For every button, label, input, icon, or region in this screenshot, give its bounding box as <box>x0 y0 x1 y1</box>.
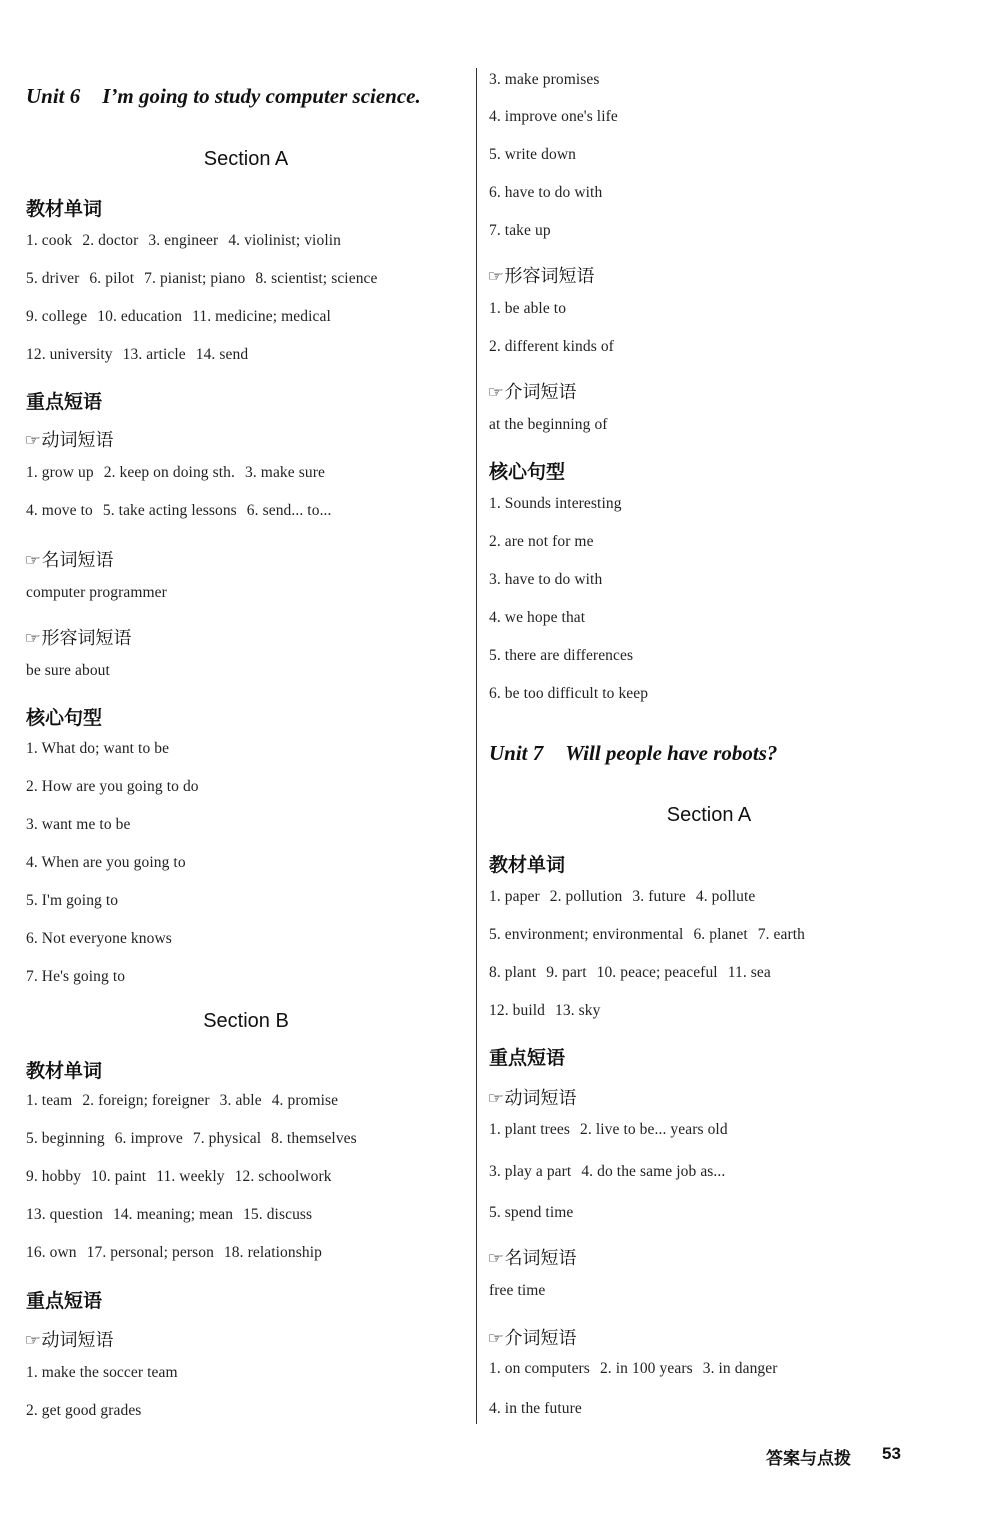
answer-item: 3. want me to be <box>26 816 131 833</box>
unit-title <box>26 84 421 109</box>
answer-item: 5. take acting lessons <box>102 502 237 519</box>
answer-item: 5. driver <box>26 270 80 287</box>
section-title: Section A <box>203 148 289 170</box>
answer-item: 2. pollution <box>549 888 623 905</box>
phrase-subheading <box>489 378 576 404</box>
answer-item: 1. What do; want to be <box>26 740 170 757</box>
answer-item: 2. How are you going to do <box>26 778 199 795</box>
answer-line <box>489 495 622 513</box>
pointing-hand-icon: ☞ <box>24 431 42 449</box>
answer-line <box>26 270 378 288</box>
phrase-subheading <box>26 1326 113 1352</box>
answer-item: be sure about <box>26 662 110 679</box>
category-heading: 重点短语 <box>489 1047 566 1069</box>
answer-line <box>489 964 771 982</box>
answer-item: 1. paper <box>489 888 540 905</box>
answer-item: 5. write down <box>489 146 576 163</box>
answer-item: 3. play a part <box>489 1163 572 1180</box>
answer-item: 7. pianist; piano <box>144 270 246 287</box>
answer-line <box>26 662 110 680</box>
answer-item: 8. plant <box>489 964 537 981</box>
answer-item: 11. medicine; medical <box>192 308 331 325</box>
answer-item: 16. own <box>26 1244 77 1261</box>
answer-item: 6. planet <box>693 926 748 943</box>
answer-line <box>26 1130 357 1148</box>
answer-line <box>489 1002 601 1020</box>
answer-line <box>26 308 331 326</box>
answer-item: 2. live to be... years old <box>580 1121 728 1138</box>
answer-line <box>26 1168 332 1186</box>
subheading-label: 动词短语 <box>41 1330 114 1351</box>
page-number: 53 <box>882 1444 901 1463</box>
answer-item: 9. college <box>26 308 88 325</box>
answer-line <box>26 502 332 520</box>
answer-item: at the beginning of <box>489 416 608 433</box>
answer-line <box>489 685 648 703</box>
answer-line <box>26 930 172 948</box>
answer-item: 5. beginning <box>26 1130 105 1147</box>
pointing-hand-icon: ☞ <box>487 1329 505 1347</box>
answer-item: 12. schoolwork <box>234 1168 332 1185</box>
answer-line <box>26 892 118 910</box>
answer-line <box>26 778 199 796</box>
answer-item: 2. in 100 years <box>599 1360 693 1377</box>
answer-line <box>489 609 585 627</box>
answer-line <box>489 300 566 318</box>
answer-item: 7. take up <box>489 222 551 239</box>
phrase-subheading <box>489 1324 576 1350</box>
answer-item: 3. have to do with <box>489 571 603 588</box>
answer-item: 13. sky <box>555 1002 601 1019</box>
answer-item: 3. engineer <box>148 232 219 249</box>
answer-line <box>26 1402 141 1420</box>
answer-item: 2. are not for me <box>489 533 594 550</box>
answer-line <box>26 740 169 758</box>
pointing-hand-icon: ☞ <box>487 1089 505 1107</box>
answer-line <box>489 888 755 906</box>
phrase-subheading <box>26 546 113 572</box>
answer-item: 15. discuss <box>243 1206 313 1223</box>
column-divider <box>476 68 477 1424</box>
answer-line <box>489 533 594 551</box>
footer-label: 答案与点拨 <box>766 1449 851 1469</box>
answer-item: 1. be able to <box>489 300 567 317</box>
answer-item: 4. do the same job as... <box>581 1163 726 1180</box>
unit-name: I’m going to study computer science. <box>102 84 421 108</box>
answer-line <box>489 1204 573 1222</box>
answer-item: 11. sea <box>727 964 771 981</box>
answer-item: 3. future <box>632 888 686 905</box>
phrase-subheading <box>26 426 113 452</box>
answer-item: 1. grow up <box>26 464 94 481</box>
answer-item: 13. article <box>122 346 186 363</box>
answer-item: 4. improve one's life <box>489 108 618 125</box>
category-heading: 教材单词 <box>489 854 566 876</box>
answer-line <box>26 968 125 986</box>
answer-item: 3. able <box>219 1092 262 1109</box>
pointing-hand-icon: ☞ <box>487 383 505 401</box>
answer-line <box>489 338 614 356</box>
answer-line <box>489 184 602 202</box>
unit-name: Will people have robots? <box>565 741 778 765</box>
answer-item: 5. spend time <box>489 1204 574 1221</box>
answer-line <box>26 816 130 834</box>
subheading-label: 介词短语 <box>504 1328 577 1349</box>
answer-item: 14. send <box>195 346 249 363</box>
answer-item: 3. make sure <box>245 464 325 481</box>
category-heading: 核心句型 <box>489 461 566 483</box>
subheading-label: 动词短语 <box>504 1088 577 1109</box>
answer-item: 6. be too difficult to keep <box>489 685 649 702</box>
answer-item: 7. earth <box>757 926 806 943</box>
answer-line <box>489 647 633 665</box>
answer-item: 18. relationship <box>223 1244 322 1261</box>
answer-item: 6. pilot <box>89 270 135 287</box>
answer-item: computer programmer <box>26 584 167 601</box>
answer-line <box>489 1400 582 1418</box>
answer-item: 7. He's going to <box>26 968 126 985</box>
answer-item: 1. team <box>26 1092 73 1109</box>
answer-item: 1. Sounds interesting <box>489 495 622 512</box>
answer-item: 10. peace; peaceful <box>596 964 718 981</box>
answer-item: 6. Not everyone knows <box>26 930 172 947</box>
category-heading: 重点短语 <box>26 1290 103 1312</box>
answer-item: 4. pollute <box>695 888 756 905</box>
subheading-label: 形容词短语 <box>41 628 132 649</box>
answer-line <box>489 1121 728 1139</box>
answer-line <box>26 464 325 482</box>
answer-item: 6. send... to... <box>246 502 332 519</box>
phrase-subheading <box>489 1084 576 1110</box>
answer-item: 12. university <box>26 346 113 363</box>
answer-item: 10. paint <box>91 1168 147 1185</box>
section-title: Section B <box>203 1010 289 1032</box>
unit-number: Unit 7 <box>489 741 544 765</box>
pointing-hand-icon: ☞ <box>24 1331 42 1349</box>
answer-item: 4. in the future <box>489 1400 582 1417</box>
answer-item: 2. foreign; foreigner <box>82 1092 210 1109</box>
answer-line <box>489 146 576 164</box>
subheading-label: 名词短语 <box>41 550 114 571</box>
answer-item: 6. have to do with <box>489 184 603 201</box>
answer-item: 1. make the soccer team <box>26 1364 178 1381</box>
answer-item: 12. build <box>489 1002 546 1019</box>
category-heading: 教材单词 <box>26 198 103 220</box>
answer-line <box>26 1092 338 1110</box>
answer-item: 2. different kinds of <box>489 338 614 355</box>
subheading-label: 形容词短语 <box>504 266 595 287</box>
pointing-hand-icon: ☞ <box>24 551 42 569</box>
answer-item: 17. personal; person <box>86 1244 214 1261</box>
answer-line <box>26 854 186 872</box>
answer-line <box>26 1206 312 1224</box>
phrase-subheading <box>489 262 594 288</box>
subheading-label: 动词短语 <box>41 430 114 451</box>
answer-line <box>489 1360 778 1378</box>
answer-line <box>489 571 602 589</box>
category-heading: 重点短语 <box>26 391 103 413</box>
subheading-label: 名词短语 <box>504 1248 577 1269</box>
answer-item: 4. move to <box>26 502 93 519</box>
answer-item: 11. weekly <box>156 1168 225 1185</box>
answer-item: 1. plant trees <box>489 1121 571 1138</box>
answer-item: 4. When are you going to <box>26 854 186 871</box>
answer-item: 2. doctor <box>82 232 139 249</box>
answer-item: free time <box>489 1282 546 1299</box>
pointing-hand-icon: ☞ <box>487 267 505 285</box>
answer-item: 13. question <box>26 1206 103 1223</box>
answer-item: 9. hobby <box>26 1168 82 1185</box>
answer-item: 5. environment; environmental <box>489 926 684 943</box>
answer-item: 1. on computers <box>489 1360 590 1377</box>
answer-item: 1. cook <box>26 232 73 249</box>
answer-line <box>26 346 248 364</box>
answer-line <box>489 1282 545 1300</box>
answer-item: 4. violinist; violin <box>228 232 341 249</box>
answer-line <box>489 1163 725 1181</box>
answer-line <box>489 108 618 126</box>
unit-number: Unit 6 <box>26 84 81 108</box>
answer-item: 6. improve <box>114 1130 183 1147</box>
answer-item: 4. promise <box>271 1092 339 1109</box>
phrase-subheading <box>489 1244 576 1270</box>
answer-line <box>489 71 600 89</box>
answer-item: 4. we hope that <box>489 609 586 626</box>
category-heading: 教材单词 <box>26 1060 103 1082</box>
section-title: Section A <box>666 804 752 826</box>
unit-title <box>489 741 777 766</box>
pointing-hand-icon: ☞ <box>487 1249 505 1267</box>
subheading-label: 介词短语 <box>504 382 577 403</box>
answer-item: 2. keep on doing sth. <box>103 464 235 481</box>
answer-item: 8. themselves <box>271 1130 357 1147</box>
answer-line <box>26 1244 322 1262</box>
answer-item: 8. scientist; science <box>255 270 378 287</box>
answer-item: 2. get good grades <box>26 1402 142 1419</box>
answer-line <box>489 222 551 240</box>
answer-item: 14. meaning; mean <box>112 1206 234 1223</box>
answer-line <box>489 416 608 434</box>
phrase-subheading <box>26 624 131 650</box>
answer-item: 7. physical <box>192 1130 262 1147</box>
answer-item: 9. part <box>546 964 587 981</box>
answer-line <box>26 1364 178 1382</box>
answer-item: 3. in danger <box>702 1360 778 1377</box>
answer-item: 5. there are differences <box>489 647 634 664</box>
answer-item: 5. I'm going to <box>26 892 119 909</box>
answer-line <box>26 584 167 602</box>
category-heading: 核心句型 <box>26 707 103 729</box>
answer-item: 10. education <box>97 308 183 325</box>
pointing-hand-icon: ☞ <box>24 629 42 647</box>
answer-line <box>489 926 805 944</box>
answer-item: 3. make promises <box>489 71 600 88</box>
answer-line <box>26 232 341 250</box>
